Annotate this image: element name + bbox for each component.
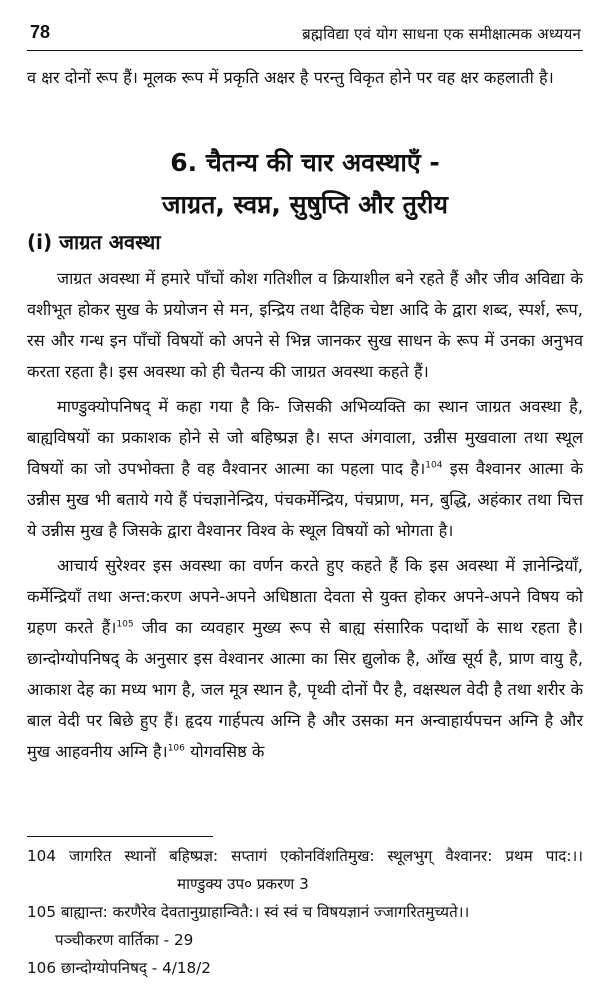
chapter-title-line-2: जाग्रत, स्वप्न, सुषुप्ति और तुरीय [161,190,449,219]
paragraph-3-part-b: जीव का व्यवहार मुख्य रूप से बाह्य संसारिक पदार्थो के साथ रहता है। छान्दोग्योपनिषद् के अनुसार इस वेश्वानर आत्मा का सिर द्युलोक है, आँख सूर्य है, प्राण वायु है, आकाश देह का मध्य भाग है, जल मूत्र स्थान है, पृथ्वी दोनों पैर है, वक्षस्थल वेदी है तथा शरीर के बाल वेदी पर बिछे हुए हैं। हृदय गार्हपत्य अग्नि है और उसका मन अन्वाहार्यपचन अग्नि है और मुख आहवनीय अग्नि है। [27,618,583,761]
page-number: 78 [30,22,51,42]
paragraph-2 [27,391,583,546]
paragraph-3-part-c: योगवसिष्ठ के [184,742,265,761]
page-header [27,22,583,51]
paragraph-3 [27,550,583,767]
footnote-105-source: पञ्चीकरण वार्तिका - 29 [55,931,194,949]
footnote-104 [27,842,583,898]
footnote-104-text: 104 जागरित स्थानों बहिष्प्रज्ञ: सप्तागं एकोनविंशतिमुख: स्थूलभुग् वैश्वानर: प्रथम पाद:।। [27,847,583,865]
footnotes [27,842,583,982]
running-title: ब्रह्मविद्या एवं योग साधना एक समीक्षात्मक अध्ययन [302,25,581,43]
chapter-title-line-1: 6. चैतन्य की चार अवस्थाएँ - [170,148,440,177]
footnote-105: 105 बाह्यान्त: करणैरेव देवतानुग्राहान्वितै:। स्वं स्वं च विषयज्ञानं ज्जागरितमुच्यते।। [27,903,470,921]
paragraph-3-part-a: आचार्य सुरेश्वर इस अवस्था का वर्णन करते हुए कहते हैं कि इस अवस्था में ज्ञानेन्द्रियाँ, कर्मेन्द्रियाँ तथा अन्त:करण अपने-अपने अधिष्ठाता देवता से युक्त होकर अपने-अपने विषय को ग्रहण करते हैं। [27,556,583,637]
footnote-divider [27,836,213,837]
paragraph-2-part-a: माण्डुक्योपनिषद् में कहा गया है कि- जिसकी अभिव्यक्ति का स्थान जाग्रत अवस्था है, बाह्यविषयों का प्रकाशक होने से जो बहिष्प्रज्ञ है। सप्त अंगवाला, उन्नीस मुखवाला तथा स्थूल विषयों का जो उपभोक्ता है वह वैश्वानर आत्मा का पहला पाद है। [27,397,583,478]
footnote-104-source: माण्डुक्य उप० प्रकरण 3 [177,875,309,893]
section-heading: (i) जाग्रत अवस्था [27,230,161,254]
footnote-106: 106 छान्दोग्योपनिषद् - 4/18/2 [27,959,211,977]
intro-text: व क्षर दोनों रूप हैं। मूलक रूप में प्रकृति अक्षर है परन्तु विकृत होने पर वह क्षर कहलाती है। [27,68,554,87]
body-text [27,263,583,767]
paragraph-1: जाग्रत अवस्था में हमारे पाँचों कोश गतिशील व क्रियाशील बने रहते हैं और जीव अविद्या के वशीभूत होकर सुख के प्रयोजन से मन, इन्द्रिय तथा दैहिक चेष्टा आदि के द्वारा शब्द, स्पर्श, रूप, रस और गन्ध इन पाँचों विषयों को अपने से भिन्न जानकर सुख साधन के रूप में उनका अनुभव करता रहता है। इस अवस्था को ही चैतन्य की जाग्रत अवस्था कहते हैं। [27,269,583,381]
footnote-ref-105: 105 [116,619,134,630]
chapter-title [27,142,583,226]
footnote-ref-106: 106 [167,743,185,754]
paragraph-2-part-b: इस वैश्वानर आत्मा के उन्नीस मुख भी बताये गये हैं पंचज्ञानेन्द्रिय, पंचकर्मेन्द्रिय, पंचप्राण, मन, बुद्धि, अहंकार तथा चित्त ये उन्नीस मुख है जिसके द्वारा वैश्वानर विश्व के स्थूल विषयों को भोगता है। [27,459,584,540]
footnote-ref-104: 104 [425,460,443,471]
